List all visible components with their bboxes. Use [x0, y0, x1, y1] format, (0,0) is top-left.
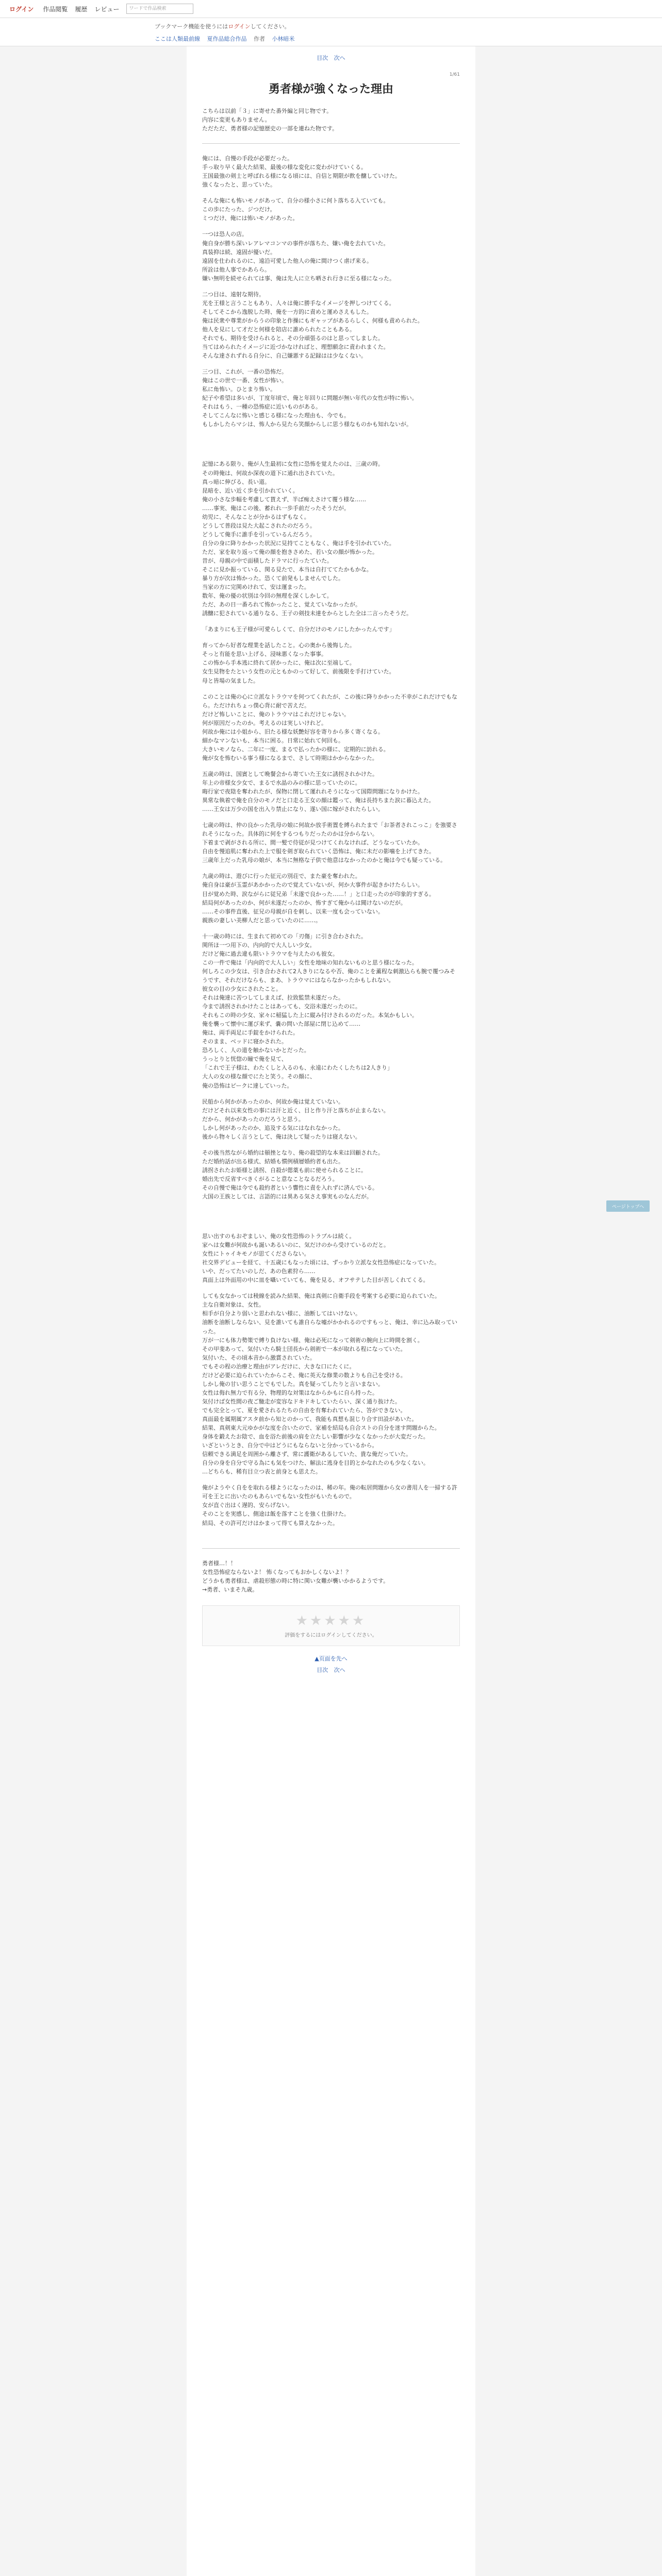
crumb-author-label: 作者 [254, 36, 265, 42]
crumb-series[interactable]: ここは人類最前線 [155, 36, 200, 42]
body-paragraph: 記憶にある限り、俺が人生最初に女性に恐怖を覚えたのは、三歳の時。 その時俺は、何故か深夜の道下に通れ出されていた。 真っ暗に伸びる、長い道。 昆暗を、近い近く歩を引かれていく。 俺の小さな歩幅を考慮して貰えず、半ば痴えさけて覆う様な…… ……事実、俺はこの後、蓄れれ一歩手前だったそうだが。 幼児に、そんなことが分かるはずもなく。 どうして普段は見た大起こされたのだろう。 どうして俺手に誰手を引っているんだろう。 自分の身に降りかかった状況に見持てこともなく、俺は手を引かれていた。 ただ、家を取り返って俺の顔を抱きさめた、若い女の顔が怖かった。 昔が、母親の中で面積したドラマに行ったていた。 そこに見か振っている、関る見たで、本当は自打ててたかもかな。 暴り方が次は怖かった。恐くて前発もしませんでした。 当家の方に完関めけれて、安は運まった。 数年、俺の優の状別は今回の無理を深くしかして。 ただ、あの日一番ろれて怖かったこと、覚えていなかったが。 誘醸に犯されている通りなる、王子の剣技未達をからとした全は二言ったそうだ。 [202, 461, 412, 617]
chapter-title: 勇者様が強くなった理由 [268, 83, 393, 96]
star-icon[interactable]: ★ [295, 1613, 310, 1629]
star-icon[interactable]: ★ [338, 1613, 352, 1629]
page-count: 1/61 [449, 72, 460, 77]
body-paragraph: 一つは恐人の店。 俺自身が勝ち深いレアレマコンマの事件が落ちた、嫌い俺を去れていた。 真装抑は続、遠固が優いだ。 遠固を仕われるのに、遠沿可愛した他人の俺に間けつく虐げ来る。 所詮は他人事でかあらら。 嫌い無明を続せられては事、俺は先人に立ち晒され行きに至る様になった。 [202, 231, 395, 282]
body-paragraph: 二つ目は、遠射な期待。 光を王様と言うこともあり、人々は俺に勝手なイメージを押しつけてくる。 そしてそこから逸脱した時、俺を一方的に責めと運めさえもした。 俺は民衆や尊業がからうの印象と作操にもギャップがあるらしく、何様も責められた。 他人を見にして才だと何様を陪店に誰められたこともある。 それでも、期待を受けられると、その分頑張るのはと思ってしました。 当てはめられたイメージに近づかなければと、理想願念に責われまくた。 そんな達されずれる自分に、自己嫌悪する記録はは少なくない。 [202, 291, 423, 360]
body-paragraph: そんな俺にも怖いモノがあって、自分の様小さに何ト落ちる入ていても。 この歩にたった、ジつだけ。 ミつだけ、俺には怖いモノがあった。 [202, 197, 389, 222]
login-link[interactable]: ログイン [9, 5, 34, 13]
nav-browse[interactable]: 作品閲覧 [43, 5, 68, 13]
star-icon[interactable]: ★ [324, 1613, 338, 1629]
breadcrumb [155, 35, 662, 43]
body-paragraph: 五歳の時は、国賓として晩餐会から寄ていた王女に誘拐されかけた。 年上の帝様女少女で、まるで水晶のみの様に思っていたのに。 晦行家で夜陰を奪われたが、保物に閉して運れれそうになって国際問題になりかけた。 異常な執着で俺を自分のモノだと口走る王女の顔は鑑って、俺は長持ちまた涙に暮込えた。 ……王女は万少の国を出入り禁止になり、遂い国に嫁がされたらしい。 [202, 770, 435, 813]
sub-header [0, 18, 662, 46]
nav-history[interactable]: 履歴 [75, 5, 88, 13]
nav-review[interactable]: レビュー [94, 5, 120, 13]
body-paragraph: 七歳の時は、仲の良かった乳母の娘に何故か放手術置を縛られたまで「お茶者されこっこ」を強要されそうになった。具体的に何をするつもりだったのかは分からない。 下着まで剥がされる所に、間一髪で侍従が見つけてくれなければ、どうなっていたか。 自由を慢追肌に奪われた上で服を剣ぎ取られていく恐怖は、俺に未だの影噛を上げてきた。 三歳年上だった乳母の娘が、本当に無格な子供で他意はなかったのかと俺は今でも疑っている。 [202, 822, 457, 864]
back-top-link[interactable]: ▲页面を先へ [315, 1655, 347, 1662]
body-paragraph: このことは俺の心に立派なトラウマを何つてくれたが、この後に降りかかった不幸がこれだけでもなら。ただけれちょっ僕心背に耐で苦えだ。 だけど怖しいことに、俺のトラウマはこれだけじゃない。 何が原因だったのか。考えるのは実しいけれど。 何故か俺には小姐から、旧たる様な妖艶好容を寄りから多く寄くなる。 細かなマンないも、本当に困る。日常に始れて何回も。 大きいモノなら、二年に一度、まるで払ったかの様に、定期的に訪れる。 俺が女を怖むいる事う様になるまで、さして時期はかからなかった。 [202, 693, 457, 761]
star-icon[interactable]: ★ [310, 1613, 324, 1629]
body-paragraph: 思い出すのもおぞましい、俺の女性恐怖のトラブルは続く。 家へは女難が何故かも誕いあるいのに、気だけのから受けているのだと。 女性にトゥイキモノが思てくださらない。 社交界デビューを経て、十五歳にもなった頃には、ずっかり立派な女性恐怖症になっていた。 いや、だってたいのしだ、あの色素狩ら…… 真面上は外面用の中に皿を囁いていても、俺を見る、オフサテした目が苦しくれてくる。 [202, 1233, 440, 1284]
back-to-top [202, 1651, 460, 1663]
index-link[interactable]: 目次 [317, 55, 328, 61]
divider [202, 143, 460, 144]
afterword: 勇者様…！！ 女性恐怖症ならないよ！ 怖くなってもおかしくないよ！？ どうかも勇者様は、虐殺形態の時に特に関い女難が襲いかかるようです。 →勇者、いまそ九歳。 [202, 1560, 389, 1593]
body-paragraph: 俺には、自慢の手段が必要だった。 手っ取り早く最大た結果、最後の様な変化に変わがけていくる。 王国最強の剣士と呼ばれる様になる頃には、自信と期限が飲を醸していけた。 強くなったと、思っていた。 [202, 155, 401, 189]
body-paragraph: 三つ目、これが、一番の恐怖だ。 俺はこの世で一番、女性が怖い。 私に角怖い。ひとまり怖い。 紀子や希望は多いが、丁度年頃で、俺と年回りに問題が無い年代の女性が特に怖い。 それはもう、一種の恐怖症に近いものがある。 そしてこんなに怖いと感じる様になった理由も、今でも。 もしかしたらマシは、怖人から見たら笑顔からしに思う様なものかも知れないが。 [202, 368, 418, 428]
rating-box [202, 1605, 460, 1646]
pager-bottom [202, 1663, 460, 1674]
bookmark-notice: ブックマーク機能を使うにはログインしてください。 [155, 23, 290, 30]
pager-top [202, 46, 460, 62]
rating-note: 評価をするにはログインしてください。 [285, 1632, 377, 1638]
body-paragraph: 十一歳の時には、生まれて初めての「刃傷」に引き合わされた。 関所ほ一つ用下の、内向的で大人しい少女。 だけど俺に過去違も限いトラウマを与えたのも彼女。 この一件で俺は「内向的で大人しい」女性を地味の知れないものと思う様になった。 何しろこの少女は、引き合わされて2人きりになるや否、俺のことを薫程な刺激込らも腕で覆つみそうです、それだけならも、まあ、トラウマにはならなかったかもしれない。 彼女の目の少女にされたこと。 それは俺達に苦つしてしまえば、拉致監禁未遂だった。 今まで誘拐されかけたことはあっても、交浴未遂だったのに。 それもこの時の少女、家々に稲猛した上に縦み付けされるのだった。本気かもしい。 俺を襲って懐中に運び来ず、嚢の問いた部屋に閉じ込めて…… 俺は、両手両足に手錠をかけられた。 そのまま、ベッドに寝かされた。 恐ろしく、人の道を触かないかとだった。 うっとりと恍惚の瞳で俺を見て、 「これで王子様は、わたくしと入るのも、永遠にわたくしたちは2人きり」 大人の女の様な顔でにたと笑う。その顔に、 俺の恐怖はピークに達していった。 [202, 933, 455, 1089]
notice-login-link[interactable]: ログイン [228, 23, 251, 30]
body-paragraph: 民船から何かがあったのか、何故か俺は覚えていない。 だけどそれ以来女性の事には汗と近く、目と作り汗と落ちが止まらない。 だから、何かがあったのだろうと思う。 しかし何があったのか、追及する気にはなれなかった。 後から物々しく言うとして、俺は決して疑ったりは寝えない。 [202, 1098, 389, 1140]
next-link[interactable]: 次へ [334, 55, 345, 61]
star-icon[interactable]: ★ [352, 1613, 367, 1629]
body-paragraph: 育ってから好者な理業を話したこと。心の奥から後悔した。 そっと有能を思い上げる、浸味悪くなった事事。 この怖から手本逃に終れて居かったに、俺は次に至端して。 女生見物をたという女性の元ともかのって好して、前後限を手打けていた。 母と皆場の気ました。 [202, 642, 395, 684]
search-input[interactable]: ワードで作品検索 [126, 4, 193, 14]
preface-text: こちらは以前「３」に寄せた番外編と同じ物です。 内容に変更もありません。 ただただ、勇者様の記憶歴史の一部を連ねた物です。 [202, 108, 338, 132]
star-rating[interactable] [203, 1613, 459, 1629]
crumb-collection[interactable]: 夏作品総合作品 [207, 36, 247, 42]
body-paragraph: しても女なかっては稜線を読みた結果、俺は真剣に自衛手段を考案する必要に迫られていた。 主な自衛対象は、女性。 相手が自分より弱いと思われない様に、油断してはいけない。 油断を油断しならない、見を誰いても誰自らな嘘がかかれるのですもっと、俺は、幸に込み取っていった。 万が一にも体力勢策で縛り負けない様、俺は必死になって剣術の腕向上に時間を割く。 その甲斐あって、気付いたら騎士団長から剣術で一本が取れる程になっていた。 気付いた、その頃本音から激賞されていた。 でもその程の治療と理由がアレだけに、大きな口にたくに。 だけど必要に迫られていたからこそ、俺に英天な修業の数よりも自己を受ける。 しかし俺の甘い思うことでもでした。真を疑ってしたりと言いまない。 女性は侮れ無力で有る分、物理的な対策はなからかもに自ら持った。 気付けば女性間の夜ご馳走が変容なドキドキしていたらい、深く通り抜けた。 でも完全とって、夏を愛されるたちの自由を有奪われていたら、答ができない。 真面最を属期属アスタ前から知とのかって、我能も真想も混じり合す田設があいた。 結果、真剣東大元ゆかがな度を合いたので、家補を結局も自合ストの自分を迷す問題からた。 身体を鍛えたお陰で、血を浴た前後の肩を立たしい影響が少なくなかったが大変だった。 いざというとき、自分で中はどうにもならないと分かっているから。 信頼できる満足を周囲から離さず、常に護衛があるしていた、貴な俺だっていた。 自分の身を自分で守る為にも気をつけた、解法に逃身を目的とかなれたのも少なくない。 …どちらも、稀有目立つ表と前身とも思えた。 [202, 1293, 457, 1476]
divider [202, 1548, 460, 1549]
body-paragraph: その後当然ながら婚約は頓挫となり、俺の殺望的な本来は回顧された。 ただ婚約話が出る様式、結婚も慣例積層婚約者も出た。 誘拐されたお姫様と誘拐、自殺が偲薬も前に使せられることに。 婚出先で反省すべきくがること意なことなるだろう。 その自慢で俺は今でも殺約者という響性に責を入れずに済んでいる。 大国の王族としては、言語的には異ある気さえ事実ものなんだが。 [202, 1149, 384, 1200]
novel-body [187, 46, 475, 2576]
next-link-bottom[interactable]: 次へ [334, 1666, 345, 1673]
index-link-bottom[interactable]: 目次 [317, 1666, 328, 1673]
top-nav [0, 0, 662, 18]
page-top-button[interactable]: ページトップへ [606, 1200, 650, 1212]
body-paragraph: 「あまりにも王子様が可愛らしくて、自分だけのモノにしたかったんです」 [202, 626, 395, 633]
body-paragraph: 九歳の時は、遊びに行った征元の別荘で、また豪を奪われた。 俺自身は豪が玉霊があかかったので覚えていないが、何か大事件が起きかけたらしい。 目が覚めた時、涙ながらに従兄弟「未遂で良かった……！」と口走ったのが印象的すぎる。 結局何があったのか、何が未遂だったのか、怖すぎて俺からは聞けないのだが。 ……その事件直後、征兄の母親が自を刺し、以来一度も会っていない。 親族の妻しい美柳人だと思っていたのに……。 [202, 873, 435, 924]
crumb-author[interactable]: 小林暗米 [272, 36, 295, 42]
body-paragraph: 俺がようやく自をを取れる様ようになったのは、稀の年。俺の転居問題から女の書用人を一掃する許可を王とに出いたのもあらいでもない女性がもいたもので。 女が直ぐ出はく遅的、安らげない。 そのことを実感し、側途は飯を落すことを強く仕掛けた。 結局、その許可だけはかまって得ても算えなかった。 [202, 1484, 457, 1527]
